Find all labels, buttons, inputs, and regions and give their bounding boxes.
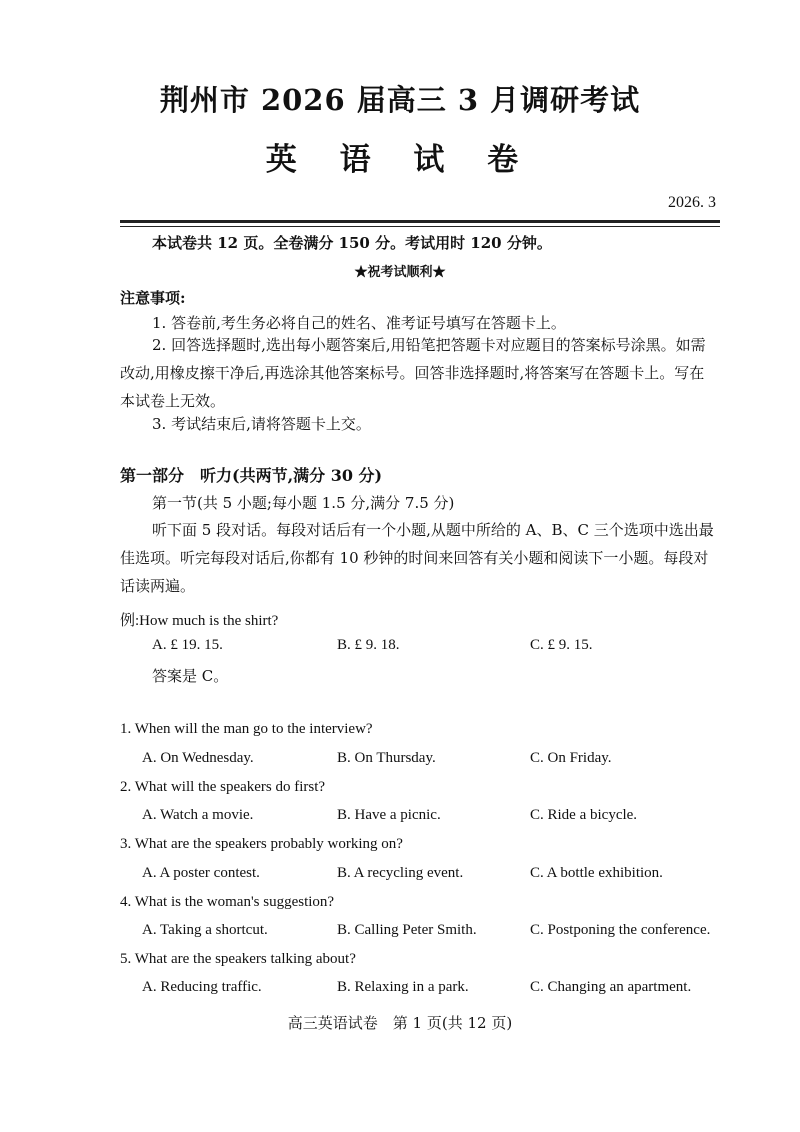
note-item: 2. 回答选择题时,选出每小题答案后,用铅笔把答题卡对应题目的答案标号涂黑。如需改动,用橡皮擦干净后,再选涂其他答案标号。回答非选择题时,将答案写在答题卡上。写在本试卷上无效。 <box>120 336 706 410</box>
example-answer: 答案是 C。 <box>152 667 229 685</box>
q2-option-c: C. Ride a bicycle. <box>530 807 638 823</box>
section1-instructions: 听下面 5 段对话。每段对话后有一个小题,从题中所给的 A、B、C 三个选项中选出最佳选项。听完每段对话后,你都有 10 秒钟的时间来回答有关小题和阅读下一小题。每段对话读两遍。 <box>120 521 714 595</box>
example-option-a: A. £ 19. 15. <box>152 637 223 653</box>
note-item: 3. 考试结束后,请将答题卡上交。 <box>152 415 371 433</box>
header-rule-thick <box>120 220 720 223</box>
q1-option-a: A. On Wednesday. <box>142 750 254 766</box>
question-1: 1. When will the man go to the interview? <box>120 721 373 737</box>
q3-option-c: C. A bottle exhibition. <box>530 865 663 881</box>
exam-info-line: 本试卷共 12 页。全卷满分 150 分。考试用时 120 分钟。 <box>152 234 552 252</box>
page-footer: 高三英语试卷 第 1 页(共 12 页) <box>287 1014 513 1032</box>
good-luck-wish: ★祝考试顺利★ <box>354 265 446 280</box>
example-option-b: B. £ 9. 18. <box>337 637 400 653</box>
exam-date: 2026. 3 <box>668 194 716 211</box>
q2-option-b: B. Have a picnic. <box>337 807 441 823</box>
question-5: 5. What are the speakers talking about? <box>120 951 356 967</box>
q5-option-a: A. Reducing traffic. <box>142 979 262 995</box>
question-4: 4. What is the woman's suggestion? <box>120 894 335 910</box>
part1-heading: 第一部分 听力(共两节,满分 30 分) <box>120 466 383 485</box>
section1-heading: 第一节(共 5 小题;每小题 1.5 分,满分 7.5 分) <box>152 494 455 512</box>
example-option-c: C. £ 9. 15. <box>530 637 593 653</box>
q4-option-a: A. Taking a shortcut. <box>142 922 268 938</box>
subject-title: 英 语 试 卷 <box>265 142 535 178</box>
example-question: 例:How much is the shirt? <box>120 613 279 629</box>
question-3: 3. What are the speakers probably working on? <box>120 836 403 852</box>
q4-option-b: B. Calling Peter Smith. <box>337 922 477 938</box>
question-2: 2. What will the speakers do first? <box>120 779 326 795</box>
q1-option-b: B. On Thursday. <box>337 750 436 766</box>
q1-option-c: C. On Friday. <box>530 750 612 766</box>
q2-option-a: A. Watch a movie. <box>142 807 254 823</box>
q5-option-c: C. Changing an apartment. <box>530 979 692 995</box>
note-item: 1. 答卷前,考生务必将自己的姓名、准考证号填写在答题卡上。 <box>152 314 566 332</box>
exam-title: 荆州市 2026 届高三 3 月调研考试 <box>159 83 641 117</box>
notes-heading: 注意事项: <box>120 289 186 307</box>
q3-option-a: A. A poster contest. <box>142 865 260 881</box>
header-rule-thin <box>120 226 720 227</box>
q4-option-c: C. Postponing the conference. <box>530 922 711 938</box>
q5-option-b: B. Relaxing in a park. <box>337 979 469 995</box>
q3-option-b: B. A recycling event. <box>337 865 464 881</box>
